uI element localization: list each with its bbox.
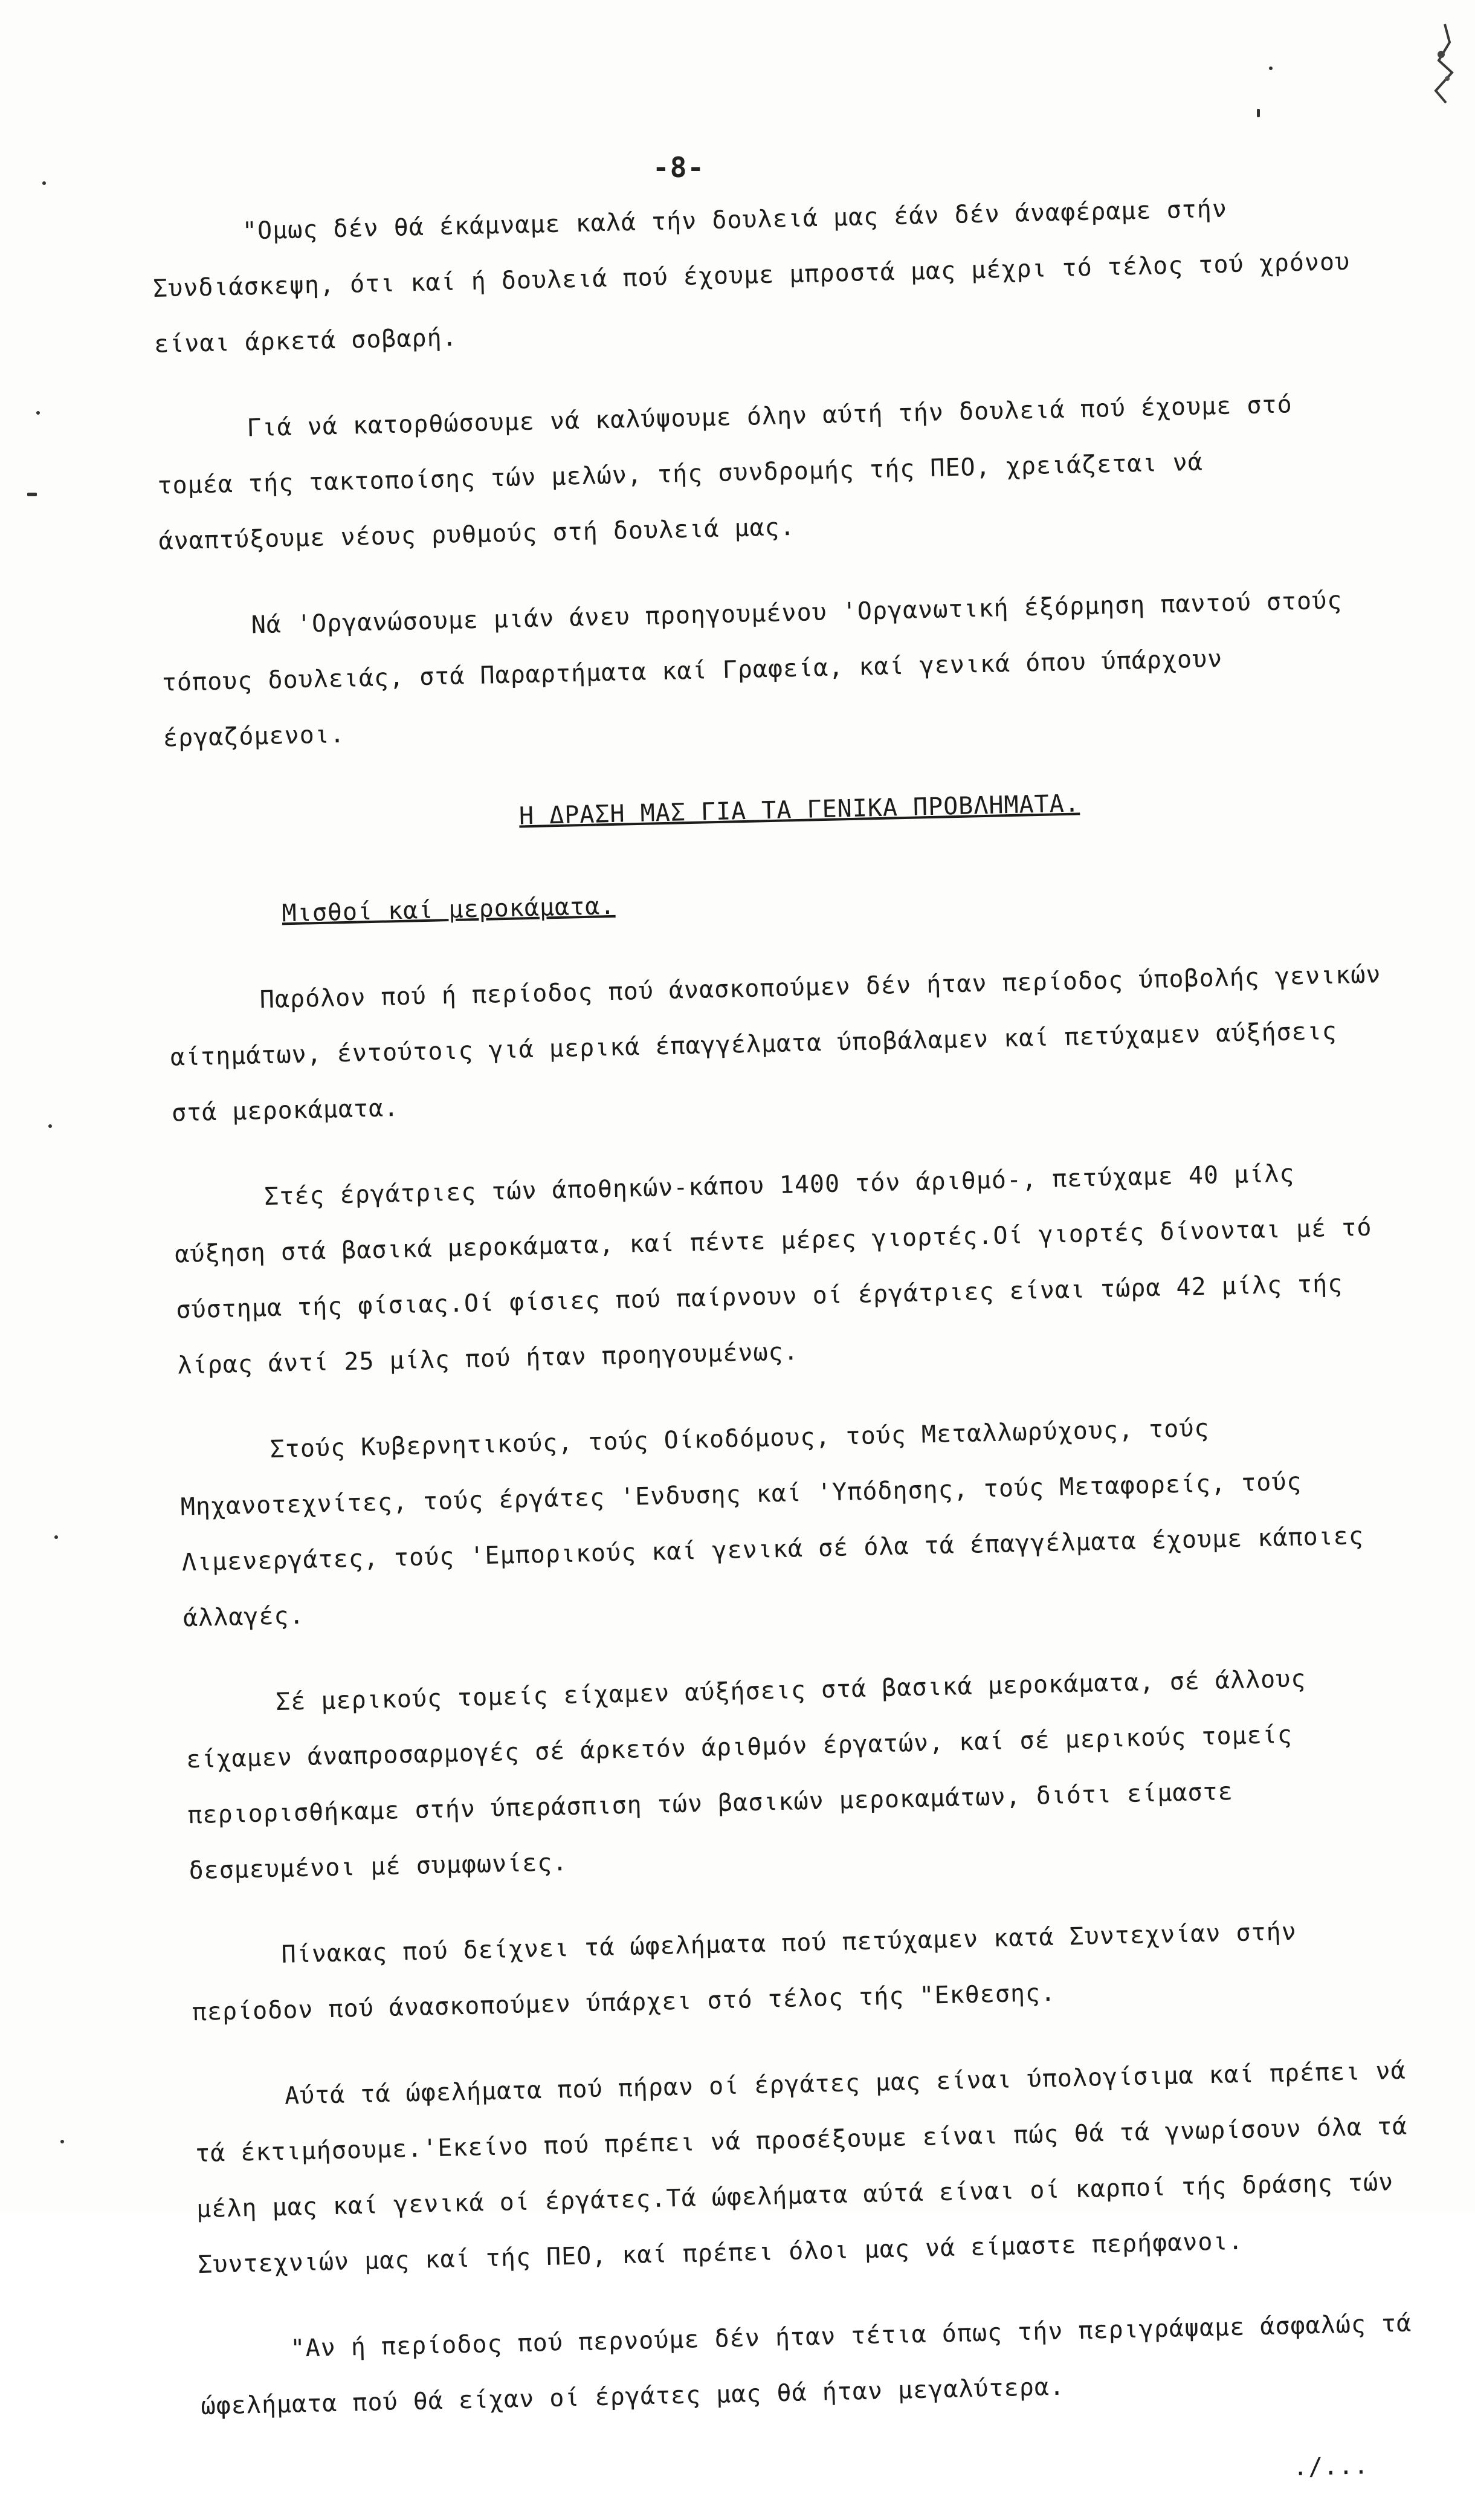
paragraph: Νά 'Οργανώσουμε μιάν άνευ προηγουμένου 'Οργανωτική έξόρμηση παντού στούς τόπους δουλειάς, στά Παραρτήματα καί Γραφεία, καί γενικά όπου ύπάρχουν έργαζόμενοι. [161,586,1343,753]
scan-speck [27,493,37,496]
scan-speck [1257,109,1260,117]
scan-speck [36,411,40,415]
paragraph: Παρόλον πού ή περίοδος πού άνασκοπούμεν δέν ήταν περίοδος ύποβολής γενικών αίτημάτων, έντούτοις γιά μερικά έπαγγέλματα ύποβάλαμεν καί πετύχαμεν αύξήσεις στά μεροκάματα. [170,960,1381,1127]
scan-speck [60,2140,64,2143]
scan-ink-blot [1402,18,1457,109]
subheading: Μισθοί καί μεροκάματα. [282,892,616,928]
scan-speck [54,1535,58,1539]
page-number: -8- [653,151,705,184]
paragraph: Γιά νά κατορθώσουμε νά καλύψουμε όλην αύτή τήν δουλειά πού έχουμε στό τομέα τής τακτοποίσης τών μελών, τής συνδρομής τής ΠΕΟ, χρειάζεται νά άναπτύξουμε νέους ρυθμούς στή δουλειά μας. [157,390,1293,556]
scan-speck [42,181,46,185]
paragraph: Στούς Κυβερνητικούς, τούς Οίκοδόμους, τούς Μεταλλωρύχους, τούς Μηχανοτεχνίτες, τούς έργάτες 'Ενδυσης καί 'Υπόδησης, τούς Μεταφορείς, τούς Λιμενεργάτες, τούς 'Εμπορικούς καί γενικά σέ όλα τά έπαγγέλματα έχουμε κάποιες άλλαγές. [180,1414,1364,1633]
document-body [151,178,1424,2520]
paragraph: Στές έργάτριες τών άποθηκών-κάπου 1400 τόν άριθμό-, πετύχαμε 40 μίλς αύξηση στά βασικά μεροκάματα, καί πέντε μέρες γιορτές.Οί γιορτές δίνονται μέ τό σύστημα τής φίσιας.Οί φίσιες πού παίρνουν οί έργάτριες είναι τώρα 42 μίλς τής λίρας άντί 25 μίλς πού ήταν προηγουμένως. [174,1159,1372,1380]
paragraph: "Αν ή περίοδος πού περνούμε δέν ήταν τέτια όπως τήν περιγράψαμε άσφαλώς τά ώφελήματα πού θά είχαν οί έργάτες μας θά ήταν μεγαλύτερα. [201,2309,1412,2421]
paragraph: Πίνακας πού δείχνει τά ώφελήματα πού πετύχαμεν κατά Συντεχνίαν στήν περίοδον πού άνασκοπούμεν ύπάρχει στό τέλος τής "Εκθεσης. [192,1917,1297,2027]
continuation-mark: ./... [1293,2452,1369,2482]
scan-speck [1269,66,1273,70]
paragraph: Σέ μερικούς τομείς είχαμεν αύξήσεις στά βασικά μεροκάματα, σέ άλλους είχαμεν άναπροσαρμογές σέ άρκετόν άριθμόν έργατών, καί σέ μερικούς τομείς περιορισθήκαμε στήν ύπεράσπιση τών βασικών μεροκαμάτων, διότι είμαστε δεσμευμένοι μέ συμφωνίες. [186,1665,1306,1885]
paragraph: Αύτά τά ώφελήματα πού πήραν οί έργάτες μας είναι ύπολογίσιμα καί πρέπει νά τά έκτιμήσουμε.'Εκείνο πού πρέπει νά προσέξουμε είναι πώς θά τά γνωρίσουν όλα τά μέλη μας καί γενικά οί έργάτες.Τά ώφελήματα αύτά είναι οί καρποί τής δράσης τών Συντεχνιών μας καί τής ΠΕΟ, καί πρέπει όλοι μας νά είμαστε περήφανοι. [195,2056,1408,2279]
section-heading: Η ΔΡΑΣΗ ΜΑΣ ΓΙΑ ΤΑ ΓΕΝΙΚΑ ΠΡΟΒΛΗΜΑΤΑ. [518,789,1080,831]
scan-speck [48,1124,52,1128]
paragraph: "Ομως δέν θά έκάμναμε καλά τήν δουλειά μας έάν δέν άναφέραμε στήν Συνδιάσκεψη, ότι καί ή δουλειά πού έχουμε μπροστά μας μέχρι τό τέλος τού χρόνου είναι άρκετά σοβαρή. [152,195,1351,358]
